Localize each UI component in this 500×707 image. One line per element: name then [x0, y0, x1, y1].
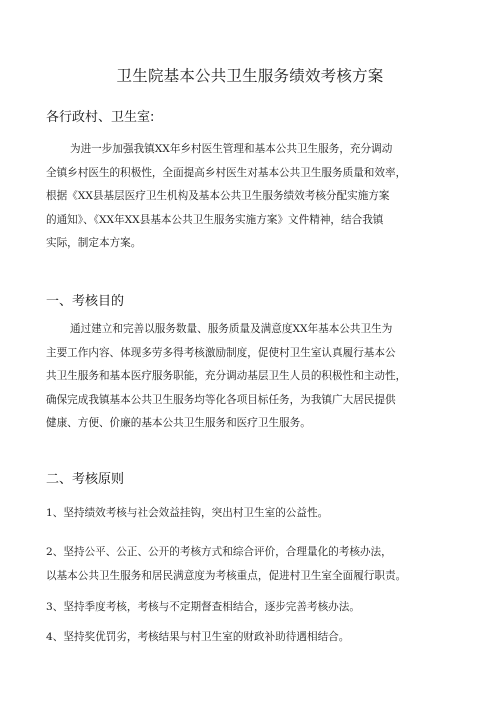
- section2-heading: 二、考核原则: [46, 472, 125, 487]
- principle-line: 1、坚持绩效考核与社会效益挂钩，突出村卫生室的公益性。: [46, 507, 329, 519]
- document-title: 卫生院基本公共卫生服务绩效考核方案: [116, 67, 384, 85]
- section1-line: 确保完成我镇基本公共卫生服务均等化各项目标任务，为我镇广大居民提供: [46, 393, 396, 406]
- section1-line: 通过建立和完善以服务数量、服务质量及满意度XX年基本公共卫生为: [70, 323, 393, 335]
- principle-item-3: [46, 596, 466, 620]
- intro-line: 为进一步加强我镇XX年乡村医生管理和基本公共卫生服务，充分调动: [70, 143, 393, 155]
- section1-line: 共卫生服务和基本医疗服务职能，充分调动基层卫生人员的积极性和主动性，: [46, 370, 407, 383]
- intro-paragraph: [46, 138, 458, 256]
- section1-paragraph: [46, 318, 458, 436]
- section1-heading: 一、考核目的: [46, 294, 125, 309]
- principle-item-1: [46, 502, 466, 526]
- principle-item-2: [46, 541, 466, 588]
- intro-line: 的通知》、《XX年XX县基本公共卫生服务实施方案》文件精神，结合我镇: [46, 213, 384, 226]
- section1-line: 健康、方便、价廉的基本公共卫生服务和医疗卫生服务。: [46, 417, 311, 430]
- principle-line: 4、坚持奖优罚劣，考核结果与村卫生室的财政补助待遇相结合。: [46, 631, 350, 643]
- intro-line: 根据《XX县基层医疗卫生机构及基本公共卫生服务绩效考核分配实施方案: [46, 190, 390, 203]
- principle-line: 3、坚持季度考核，考核与不定期督查相结合，逐步完善考核办法。: [46, 601, 360, 613]
- salutation: 各行政村、卫生室:: [46, 110, 155, 125]
- intro-line: 全镇乡村医生的积极性，全面提高乡村医生对基本公共卫生服务质量和效率，: [46, 166, 407, 179]
- intro-line: 实际，制定本方案。: [46, 237, 142, 250]
- principle-line: 2、坚持公平、公正、公开的考核方式和综合评价，合理量化的考核办法，: [46, 546, 392, 558]
- principle-item-4: [46, 626, 466, 650]
- principle-line: 以基本公共卫生服务和居民满意度为考核重点，促进村卫生室全面履行职责。: [46, 569, 407, 582]
- section1-line: 主要工作内容、体现多劳多得考核激励制度，促使村卫生室认真履行基本公: [46, 346, 396, 359]
